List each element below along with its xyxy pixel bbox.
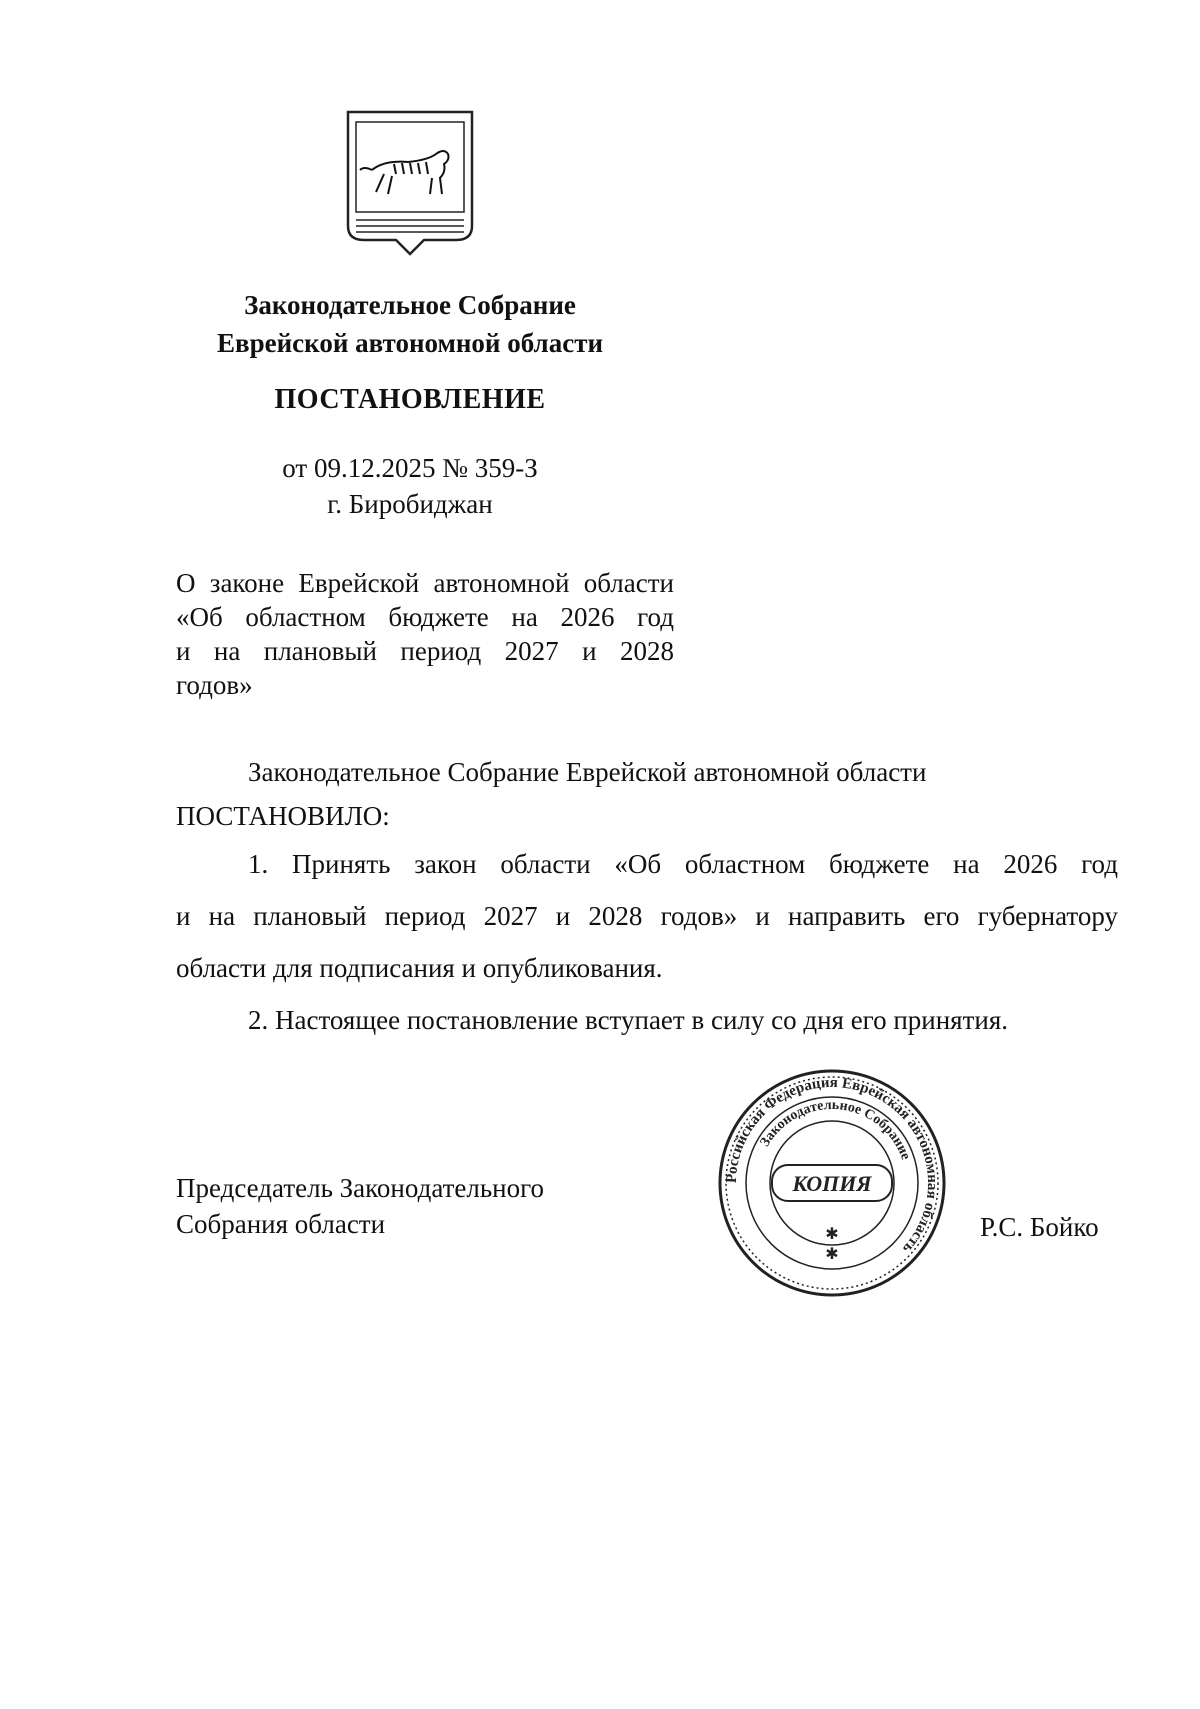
date-number: от 09.12.2025 № 359-З [282,453,538,483]
official-stamp [716,1067,948,1299]
subject-line: О законе Еврейской автономной области [176,568,674,598]
item1-line3: области для подписания и опубликования. [176,953,663,983]
signatory-name: Р.С. Бойко [980,1212,1099,1242]
stamp-inner-text: Законодательное Собрание [757,1097,913,1162]
city: г. Биробиджан [327,489,493,519]
item2: 2. Настоящее постановление вступает в силу со дня его принятия. [248,1005,1009,1035]
signatory-position-line2: Собрания области [176,1209,386,1239]
resolution-body [176,750,1118,1046]
item1-line1: 1. Принять закон области «Об областном бюджете на 2026 год [248,849,1118,879]
stamp-outer-text: Российская Федерация Еврейская автономная область [723,1074,941,1257]
document-type: ПОСТАНОВЛЕНИЕ [274,384,546,415]
subject-block [176,566,674,702]
preamble: Законодательное Собрание Еврейской автономной области [248,757,927,787]
stamp-center-text: КОПИЯ [792,1171,872,1196]
organization-name-line2: Еврейской автономной области [216,328,604,358]
resolved-heading: ПОСТАНОВИЛО: [176,801,390,831]
organization-name-line1: Законодательное Собрание [244,290,576,320]
item1-line2: и на плановый период 2027 и 2028 годов» и направить его губернатору [176,901,1118,931]
subject-line: «Об областном бюджете на 2026 год [176,602,674,632]
stamp-star-icon: ✱ [825,1226,839,1243]
coat-of-arms-icon [344,108,476,256]
stamp-star-icon: ✱ [825,1246,839,1263]
subject-line: и на плановый период 2027 и 2028 [176,636,674,666]
subject-line: годов» [176,670,253,700]
signatory-position [176,1170,544,1242]
signatory-position-line1: Председатель Законодательного [176,1173,545,1203]
